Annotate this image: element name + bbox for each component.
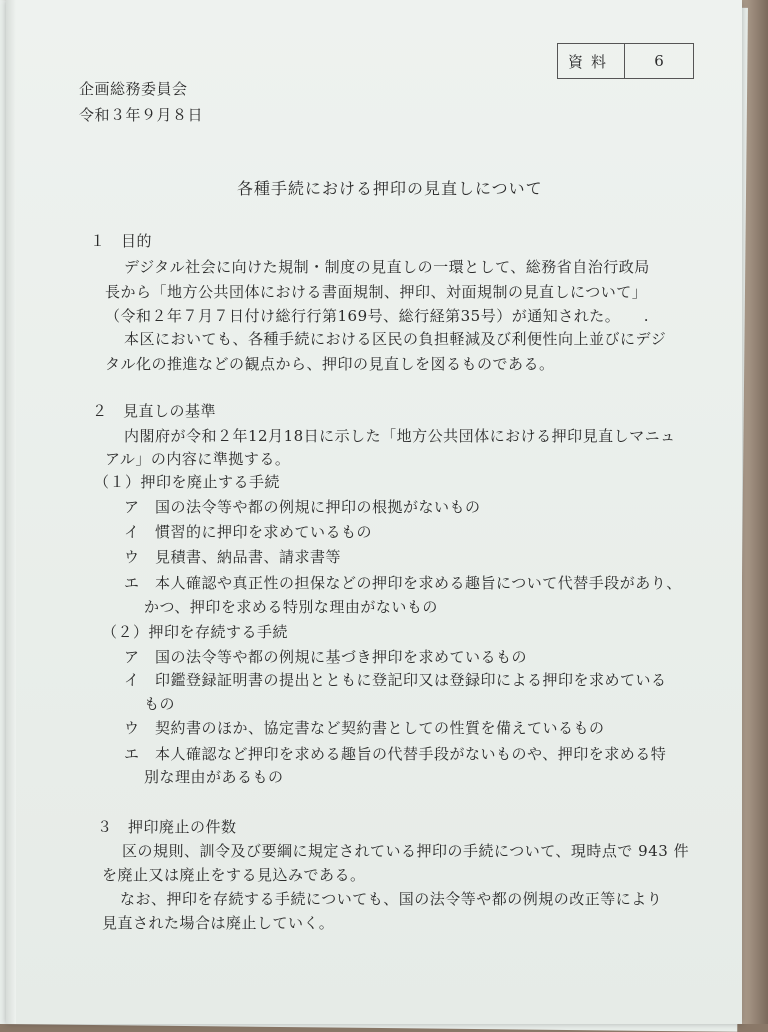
- page-fold: [6, 0, 16, 1024]
- subsection-1-item: エ 本人確認や真正性の担保などの押印を求める趣旨について代替手段があり、: [124, 574, 682, 592]
- section-3-heading: ３ 押印廃止の件数: [97, 818, 237, 836]
- subsection-2-item: イ 印鑑登録証明書の提出とともに登記印又は登録印による押印を求めている: [124, 671, 667, 689]
- section-1-line: タル化の推進などの観点から、押印の見直しを図るものである。: [105, 355, 555, 373]
- section-2-line: アル」の内容に準拠する。: [105, 450, 291, 468]
- subsection-1-item: かつ、押印を求める特別な理由がないもの: [144, 598, 438, 616]
- subsection-2-item: ウ 契約書のほか、協定書など契約書としての性質を備えているもの: [124, 719, 605, 737]
- document-label-box: [557, 43, 694, 79]
- section-3-line: を廃止又は廃止をする見込みである。: [102, 866, 366, 884]
- section-3-line: 見直された場合は廃止していく。: [102, 914, 335, 932]
- section-3-line: 区の規則、訓令及び要綱に規定されている押印の手続について、現時点で 943 件: [122, 842, 690, 860]
- section-2-heading: ２ 見直しの基準: [92, 402, 217, 420]
- document-page: [6, 0, 742, 1024]
- section-1-line: デジタル社会に向けた規制・制度の見直しの一環として、総務省自治行政局: [124, 258, 650, 276]
- subsection-2-item: ア 国の法令等や都の例規に基づき押印を求めているもの: [124, 648, 528, 666]
- subsection-2-heading: （２）押印を存続する手続: [102, 623, 289, 641]
- subsection-1-item: ウ 見積書、納品書、請求書等: [124, 548, 342, 566]
- subsection-2-item: エ 本人確認など押印を求める趣旨の代替手段がないものや、押印を求める特: [124, 745, 667, 763]
- label-box-label: 資料: [558, 44, 625, 78]
- section-1-line: 長から「地方公共団体における書面規制、押印、対面規制の見直しについて」: [105, 283, 648, 301]
- section-2-line: 内閣府が令和２年12月18日に示した「地方公共団体における押印見直しマニュ: [124, 427, 676, 445]
- subsection-1-item: イ 慣習的に押印を求めているもの: [124, 523, 373, 541]
- section-1-line: 本区においても、各種手続における区民の負担軽減及び利便性向上並びにデジ: [124, 330, 667, 348]
- section-1-heading: １ 目的: [90, 232, 153, 250]
- section-1-line: （令和２年７月７日付け総行行第169号、総行経第35号）が通知された。 .: [105, 307, 649, 325]
- subsection-1-heading: （１）押印を廃止する手続: [94, 473, 281, 491]
- subsection-2-item: 別な理由があるもの: [144, 768, 284, 786]
- committee-name: 企画総務委員会: [79, 80, 188, 98]
- document-title: 各種手続における押印の見直しについて: [237, 179, 543, 198]
- subsection-2-item: もの: [144, 695, 176, 713]
- label-box-number: 6: [654, 52, 664, 70]
- document-date: 令和３年９月８日: [79, 106, 204, 124]
- section-3-line: なお、押印を存続する手続についても、国の法令等や都の例規の改正等により: [120, 890, 663, 908]
- subsection-1-item: ア 国の法令等や都の例規に押印の根拠がないもの: [124, 498, 481, 516]
